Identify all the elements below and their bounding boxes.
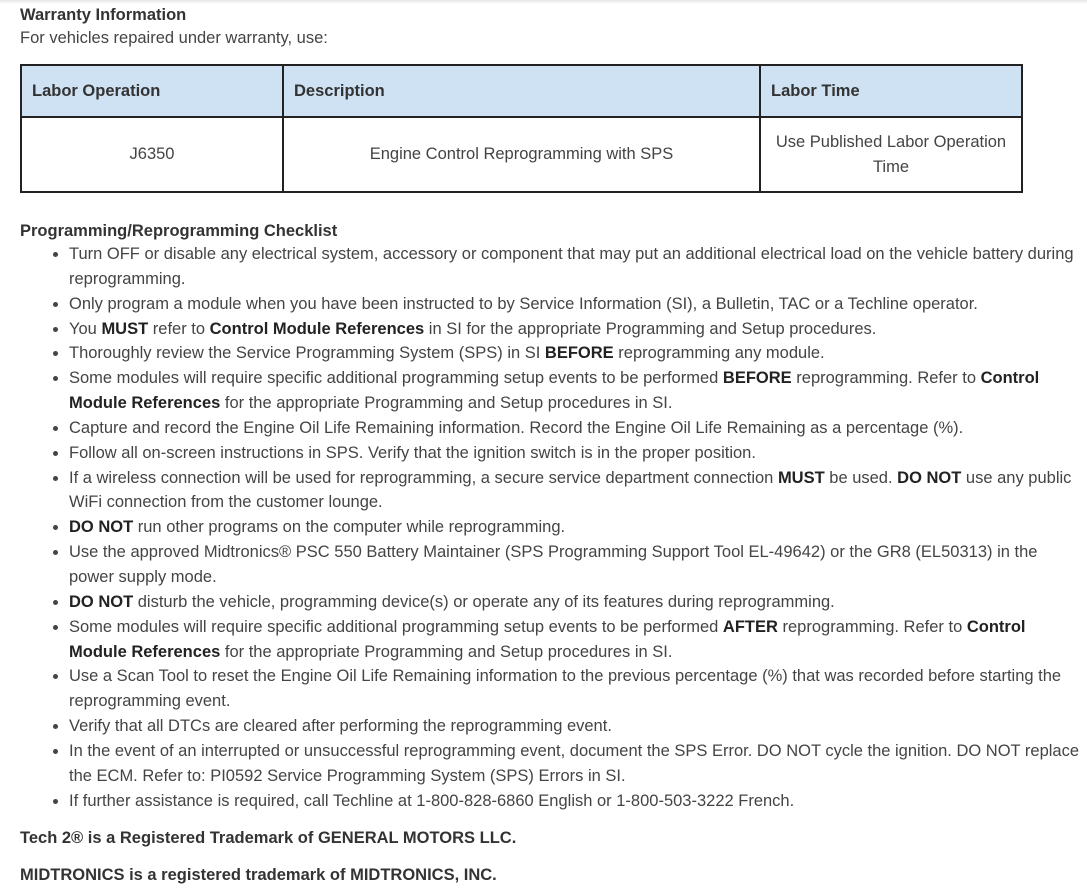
- item-text: You: [69, 319, 102, 338]
- checklist-item: [69, 590, 1080, 615]
- table-header-row: [21, 65, 1022, 117]
- checklist-item: [69, 242, 1080, 292]
- item-text: reprogramming. Refer to: [791, 369, 981, 388]
- checklist-item: [69, 341, 1080, 366]
- checklist-item: [69, 466, 1080, 516]
- item-text: Some modules will require specific additional programming setup events to be performed: [69, 617, 723, 636]
- item-text: In the event of an interrupted or unsuccessful reprogramming event, document the SPS Error. DO NOT cycle the ignition. DO NOT replace the ECM. Refer to: PI0592 Service Programming System (SPS) Errors in SI.: [69, 741, 1080, 785]
- checklist-title: Programming/Reprogramming Checklist: [20, 222, 338, 240]
- checklist: [20, 242, 1080, 813]
- item-text: If a wireless connection will be used for reprogramming, a secure service department connection: [69, 468, 778, 487]
- emphasis-text: DO NOT: [69, 592, 134, 611]
- warranty-title: Warranty Information: [20, 6, 187, 24]
- cell-labor-time: Use Published Labor Operation Time: [760, 117, 1022, 192]
- item-text: Turn OFF or disable any electrical system, accessory or component that may put an additional electrical load on the vehicle battery during reprogramming.: [69, 245, 1074, 288]
- item-text: Thoroughly review the Service Programming System (SPS) in SI: [69, 344, 545, 363]
- trademark-gm: Tech 2® is a Registered Trademark of GENERAL MOTORS LLC.: [20, 829, 517, 848]
- emphasis-text: AFTER: [722, 617, 778, 636]
- document-content: [20, 4, 1080, 886]
- item-text: Use the approved Midtronics® PSC 550 Battery Maintainer (SPS Programming Support Tool EL-49642) or the GR8 (EL50313) in the power supply mode.: [69, 543, 1038, 586]
- item-text: Capture and record the Engine Oil Life Remaining information. Record the Engine Oil Life Remaining as a percentage (%).: [69, 418, 964, 437]
- item-text: Use a Scan Tool to reset the Engine Oil Life Remaining information to the previous percentage (%) that was recorded before starting the reprogramming event.: [69, 667, 1062, 711]
- warranty-intro: For vehicles repaired under warranty, use:: [20, 29, 328, 47]
- item-text: disturb the vehicle, programming device(s) or operate any of its features during reprogramming.: [133, 592, 835, 611]
- item-text: for the appropriate Programming and Setup procedures in SI.: [220, 394, 673, 413]
- item-text: for the appropriate Programming and Setup procedures in SI.: [220, 642, 673, 661]
- item-text: Verify that all DTCs are cleared after performing the reprogramming event.: [69, 717, 612, 736]
- emphasis-text: MUST: [777, 468, 825, 487]
- item-text: Some modules will require specific additional programming setup events to be performed: [69, 369, 723, 388]
- item-text: If further assistance is required, call Techline at 1-800-828-6860 English or 1-800-503-3222 French.: [69, 791, 795, 810]
- checklist-item: [69, 317, 1080, 342]
- checklist-item: [69, 714, 1080, 739]
- header-labor-operation: Labor Operation: [21, 65, 283, 117]
- checklist-item: [69, 366, 1080, 416]
- item-text: in SI for the appropriate Programming and Setup procedures.: [424, 319, 877, 338]
- checklist-item: [69, 615, 1080, 665]
- emphasis-text: MUST: [101, 319, 149, 338]
- emphasis-text: DO NOT: [69, 518, 134, 537]
- item-text: be used.: [824, 468, 898, 487]
- checklist-item: [69, 540, 1080, 590]
- item-text: refer to: [148, 319, 210, 338]
- checklist-item: [69, 292, 1080, 317]
- header-labor-time: Labor Time: [760, 65, 1022, 117]
- checklist-item: [69, 416, 1080, 441]
- cell-labor-operation: J6350: [21, 117, 283, 192]
- item-text: use any public WiFi connection from the customer lounge.: [69, 468, 1072, 512]
- cell-description: Engine Control Reprogramming with SPS: [283, 117, 760, 192]
- item-text: reprogramming. Refer to: [777, 617, 967, 636]
- item-text: reprogramming any module.: [613, 344, 825, 363]
- table-row: [21, 117, 1022, 192]
- header-description: Description: [283, 65, 760, 117]
- checklist-item: [69, 664, 1080, 714]
- item-text: Follow all on-screen instructions in SPS. Verify that the ignition switch is in the proper position.: [69, 443, 756, 462]
- item-text: Only program a module when you have been instructed to by Service Information (SI), a Bulletin, TAC or a Techline operator.: [69, 294, 978, 313]
- emphasis-text: Control Module References: [69, 617, 1026, 661]
- emphasis-text: BEFORE: [722, 369, 792, 388]
- emphasis-text: Control Module References: [209, 319, 425, 338]
- checklist-item: [69, 789, 1080, 814]
- emphasis-text: BEFORE: [544, 344, 614, 363]
- emphasis-text: DO NOT: [897, 468, 962, 487]
- warranty-table: [20, 64, 1023, 193]
- checklist-item: [69, 441, 1080, 466]
- checklist-item: [69, 739, 1080, 789]
- trademark-midtronics: MIDTRONICS is a registered trademark of MIDTRONICS, INC.: [20, 866, 497, 885]
- item-text: run other programs on the computer while reprogramming.: [133, 518, 566, 537]
- checklist-item: [69, 515, 1080, 540]
- emphasis-text: Control Module References: [69, 369, 1040, 413]
